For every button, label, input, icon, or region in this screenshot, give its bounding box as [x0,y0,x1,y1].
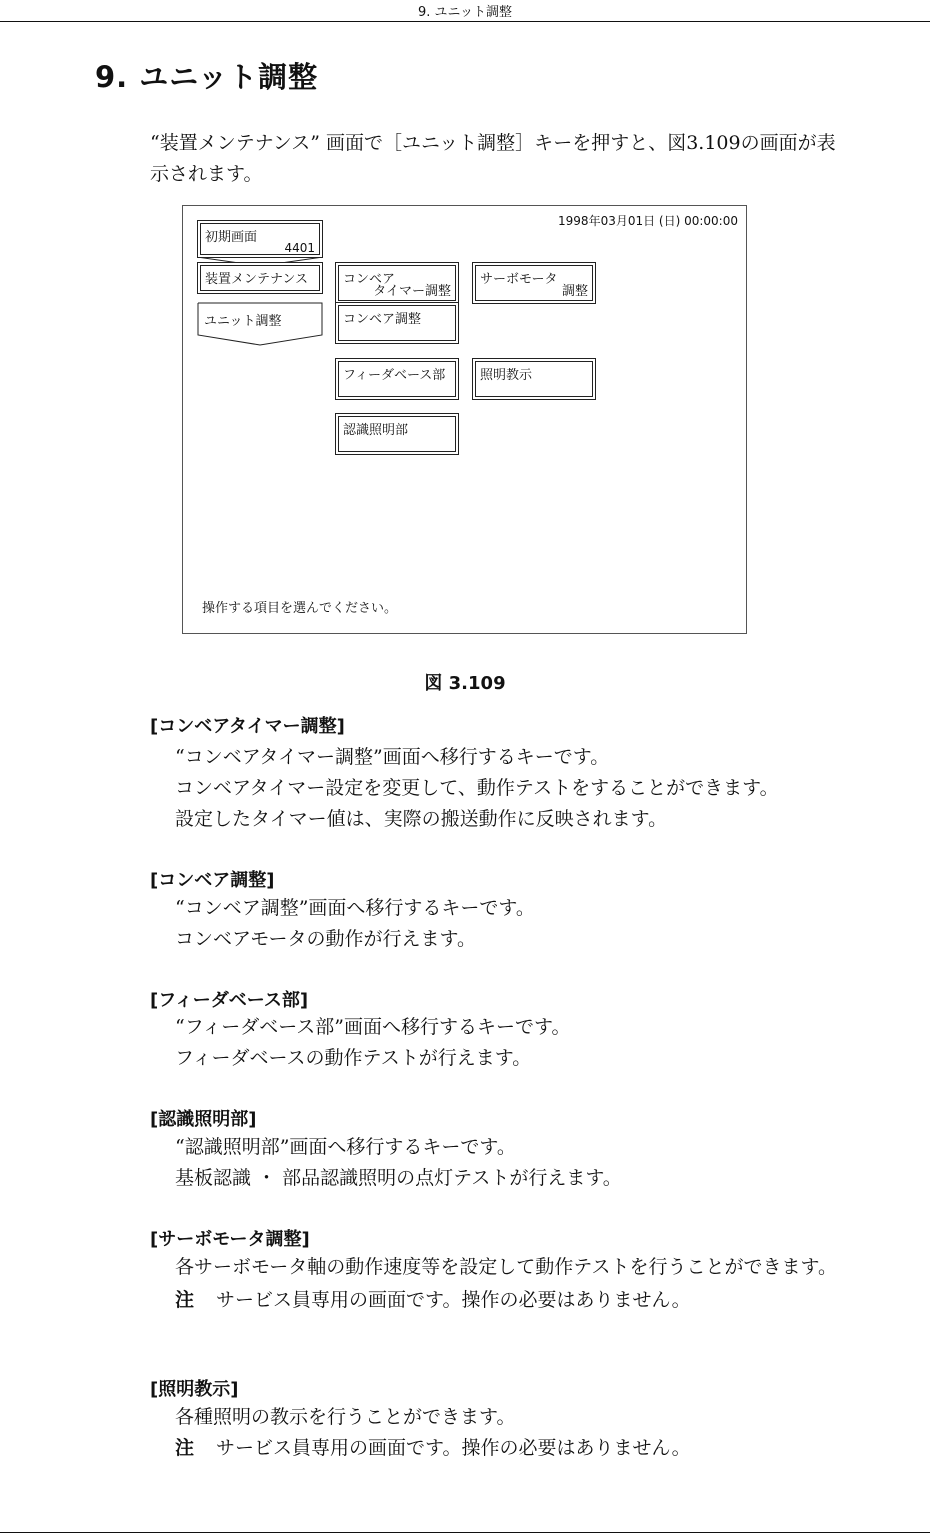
light-teach-button[interactable] [472,358,596,400]
section-heading-light-teach: [照明教示] [150,1379,239,1400]
section-line: 基板認識 ・ 部品認識照明の点灯テストが行えます。 [175,1167,622,1189]
section-heading-conveyor-timer: [コンベアタイマー調整] [150,716,345,737]
note-label: 注 [175,1289,195,1311]
section-heading-feeder-base: [フィーダベース部] [150,990,309,1011]
section-heading-conveyor-adjust: [コンベア調整] [150,870,275,891]
section-line: 設定したタイマー値は、実際の搬送動作に反映されます。 [175,808,668,830]
section-line: フィーダベースの動作テストが行えます。 [175,1047,532,1069]
conveyor-timer-adjust-button[interactable] [335,262,459,304]
section-line: “フィーダベース部”画面へ移行するキーです。 [175,1016,571,1038]
note-label: 注 [175,1437,195,1459]
nav-unit-adjust-label: ユニット調整 [204,314,282,329]
section-body-light-teach [175,1402,845,1464]
chapter-title: 9. ユニット調整 [95,60,319,94]
note-text: サービス員専用の画面です。操作の必要はありません。 [216,1289,691,1311]
section-line: コンベアタイマー設定を変更して、動作テストをすることができます。 [175,777,779,799]
servo-label-line2: 調整 [561,284,588,299]
servo-label-line1: サーボモータ [480,272,558,287]
section-body-recognition-light [175,1132,845,1194]
section-line: “認識照明部”画面へ移行するキーです。 [175,1136,516,1158]
header-title: 9. ユニット調整 [417,5,513,20]
nav-maintenance-label: 装置メンテナンス [205,272,308,287]
section-line: コンベアモータの動作が行えます。 [175,928,476,950]
section-body-servo [175,1252,845,1316]
recognition-light-label: 認識照明部 [343,423,409,438]
feeder-base-label: フィーダベース部 [343,368,446,383]
nav-initial-screen-button[interactable] [197,220,323,266]
footer-rule [0,1532,930,1533]
figure-caption: 図 3.109 [424,673,506,694]
note-text: サービス員専用の画面です。操作の必要はありません。 [216,1437,691,1459]
conveyor-adjust-label: コンベア調整 [343,312,422,327]
section-line: 各サーボモータ軸の動作速度等を設定して動作テストを行うことができます。 [175,1256,837,1278]
section-body-conveyor-timer [175,742,845,835]
intro-paragraph: “装置メンテナンス” 画面で［ユニット調整］キーを押すと、図3.109の画面が表示されます。 [150,132,836,185]
section-line: 各種照明の教示を行うことができます。 [175,1406,516,1428]
feeder-base-button[interactable] [335,358,459,400]
section-body-conveyor-adjust [175,893,845,955]
conveyor-timer-label-line1: コンベア [343,272,396,287]
conveyor-timer-label-line2: タイマー調整 [373,284,451,299]
page-header [0,0,930,22]
unit-adjust-screen [182,205,747,634]
servo-motor-adjust-button[interactable] [472,262,596,304]
conveyor-adjust-button[interactable] [335,302,459,344]
screen-number: 4401 [284,241,315,255]
section-heading-servo: [サーボモータ調整] [150,1229,310,1250]
note-line [175,1433,845,1464]
note-line [175,1285,845,1316]
section-line: “コンベアタイマー調整”画面へ移行するキーです。 [175,746,610,768]
status-message: 操作する項目を選んでください。 [202,601,398,616]
recognition-light-button[interactable] [335,413,459,455]
datetime-display: 1998年03月01日 (日) 00:00:00 [558,214,738,228]
light-teach-label: 照明教示 [480,368,533,383]
nav-maintenance-button[interactable] [197,262,323,294]
nav-initial-screen-box [197,220,323,258]
nav-unit-adjust-current [197,302,323,346]
section-body-feeder-base [175,1012,845,1074]
section-line: “コンベア調整”画面へ移行するキーです。 [175,897,535,919]
section-heading-recognition-light: [認識照明部] [150,1109,257,1130]
nav-initial-screen-label: 初期画面 [205,230,258,245]
